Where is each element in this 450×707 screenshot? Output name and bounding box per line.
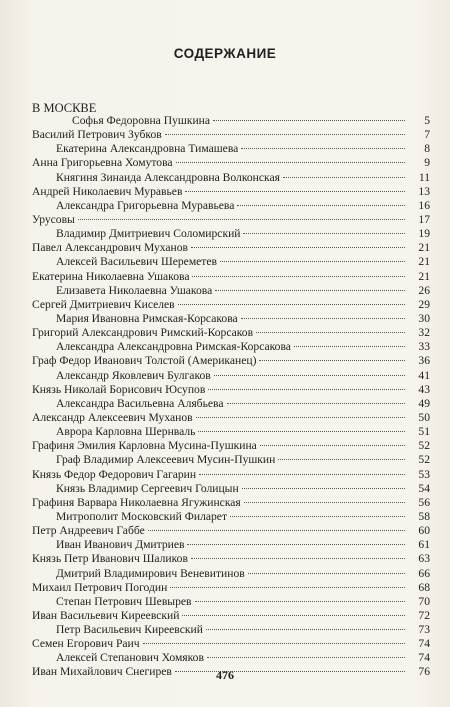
toc-entry-page: 74 (418, 637, 430, 651)
toc-entry-page: 21 (418, 255, 430, 269)
dot-leader (220, 261, 405, 262)
toc-entry-title: Петр Андреевич Габбе (32, 524, 145, 538)
toc-entry-page: 43 (418, 382, 430, 396)
dot-leader (195, 601, 406, 602)
toc-entry (32, 609, 430, 623)
toc-entry-title: Александра Григорьевна Муравьева (56, 198, 235, 212)
toc-entry-page: 58 (418, 509, 430, 523)
dot-leader (185, 191, 405, 192)
toc-entry (32, 255, 430, 269)
toc-entry (32, 369, 430, 383)
dot-leader (241, 148, 405, 149)
toc-entry-page: 29 (418, 297, 430, 311)
toc-entry-page: 21 (418, 241, 430, 255)
toc-entry-title: Иван Михайлович Снегирев (32, 665, 172, 679)
toc-entry-title: Михаил Петрович Погодин (32, 580, 168, 594)
dot-leader (182, 615, 405, 616)
dot-leader (256, 332, 405, 333)
toc-entry-page: 36 (418, 354, 430, 368)
toc-entry-page: 26 (418, 283, 430, 297)
toc-entry (32, 142, 430, 156)
toc-entry-page: 76 (418, 665, 430, 679)
toc-entry-page: 8 (424, 142, 430, 156)
toc-entry-title: Василий Петрович Зубков (32, 128, 162, 142)
toc-entry (32, 453, 430, 467)
toc-entry (32, 468, 430, 482)
toc-entry (32, 270, 430, 284)
dot-leader (230, 516, 405, 517)
toc-entry (32, 552, 430, 566)
dot-leader (198, 431, 405, 432)
section-heading: В МОСКВЕ (32, 101, 97, 115)
toc-entry-page: 21 (418, 269, 430, 283)
dot-leader (213, 120, 405, 121)
dot-leader (283, 177, 405, 178)
toc-entry (32, 114, 430, 128)
dot-leader (260, 445, 405, 446)
toc-entry-page: 30 (418, 311, 430, 325)
toc-entry-page: 74 (418, 651, 430, 665)
toc-entry-title: Григорий Александрович Римский-Корсаков (32, 326, 254, 340)
toc-entry-page: 7 (424, 128, 430, 142)
toc-entry-title: Урусовы (32, 212, 75, 226)
dot-leader (143, 643, 405, 644)
toc-entry-title: Софья Федоровна Пушкина (72, 114, 211, 127)
toc-entry-page: 68 (418, 580, 430, 594)
toc-entry-title: Алексей Степанович Хомяков (56, 651, 204, 665)
toc-entry-title: Елизавета Николаевна Ушакова (56, 283, 213, 297)
dot-leader (170, 587, 405, 588)
toc-entry (32, 199, 430, 213)
page-number: 476 (216, 668, 234, 682)
toc-entry-page: 11 (418, 170, 430, 184)
dot-leader (227, 403, 406, 404)
toc-entry-title: Графиня Эмилия Карловна Мусина-Пушкина (32, 439, 257, 453)
toc-entry-page: 52 (418, 453, 430, 467)
toc-entry-page: 51 (418, 425, 430, 439)
dot-leader (191, 558, 405, 559)
toc-entry (32, 213, 430, 227)
toc-entry (32, 651, 430, 665)
toc-entry-title: Андрей Николаевич Муравьев (32, 184, 183, 198)
toc-entry (32, 354, 430, 368)
dot-leader (294, 346, 405, 347)
dot-leader (214, 375, 405, 376)
toc-entry-title: Павел Александрович Муханов (32, 241, 189, 255)
toc-entry (32, 241, 430, 255)
toc-entry-page: 56 (418, 495, 430, 509)
toc-entry (32, 482, 430, 496)
toc-entry (32, 637, 430, 651)
toc-entry-title: Александр Алексеевич Муханов (32, 410, 193, 424)
toc-entry-title: Владимир Дмитриевич Соломирский (56, 227, 241, 241)
toc-entry (32, 581, 430, 595)
toc-entry-page: 13 (418, 184, 430, 198)
toc-entry (32, 340, 430, 354)
dot-leader (206, 629, 405, 630)
dot-leader (187, 544, 405, 545)
toc-entry-title: Дмитрий Владимирович Веневитинов (56, 566, 245, 580)
toc-entry (32, 595, 430, 609)
dot-leader (259, 360, 405, 361)
toc-entry-page: 33 (418, 340, 430, 354)
dot-leader (237, 205, 405, 206)
toc-entry (32, 397, 430, 411)
toc-entry-page: 73 (418, 623, 430, 637)
toc-entry (32, 425, 430, 439)
toc-entry-page: 72 (418, 608, 430, 622)
toc-entry-title: Княгиня Зинаида Александровна Волконская (56, 170, 280, 184)
toc-entry (32, 383, 430, 397)
dot-leader (278, 459, 405, 460)
dot-leader (207, 657, 405, 658)
toc-entry-title: Петр Васильевич Киреевский (56, 623, 203, 637)
toc-entry-title: Иван Иванович Дмитриев (56, 538, 185, 552)
toc-entry-page: 70 (418, 594, 430, 608)
toc-entry-page: 50 (418, 410, 430, 424)
dot-leader (241, 318, 405, 319)
toc-entry (32, 411, 430, 425)
toc-entry-title: Сергей Дмитриевич Киселев (32, 297, 175, 311)
toc-entry-title: Алексей Васильевич Шереметев (56, 255, 217, 269)
table-of-contents (32, 114, 430, 680)
toc-entry (32, 567, 430, 581)
contents-heading: СОДЕРЖАНИЕ (173, 46, 277, 61)
toc-entry-title: Иван Васильевич Киреевский (32, 608, 180, 622)
toc-entry-page: 54 (418, 481, 430, 495)
toc-entry (32, 156, 430, 170)
toc-entry-title: Александр Яковлевич Булгаков (56, 368, 211, 382)
dot-leader (208, 389, 405, 390)
toc-entry-page: 5 (424, 114, 430, 127)
dot-leader (192, 276, 405, 277)
toc-entry-title: Граф Федор Иванович Толстой (Американец) (32, 354, 257, 368)
toc-entry (32, 227, 430, 241)
toc-entry (32, 185, 430, 199)
toc-entry-title: Степан Петрович Шевырев (56, 594, 192, 608)
dot-leader (248, 573, 405, 574)
toc-entry-title: Екатерина Николаевна Ушакова (32, 269, 190, 283)
toc-entry (32, 171, 430, 185)
toc-entry-page: 49 (418, 396, 430, 410)
toc-entry-title: Князь Николай Борисович Юсупов (32, 382, 206, 396)
toc-entry-title: Александра Александровна Римская-Корсакова (56, 340, 291, 354)
toc-entry-title: Анна Григорьевна Хомутова (32, 156, 173, 170)
toc-entry (32, 439, 430, 453)
toc-entry (32, 326, 430, 340)
dot-leader (215, 290, 405, 291)
toc-entry (32, 128, 430, 142)
toc-entry-title: Александра Васильевна Алябьева (56, 396, 224, 410)
toc-entry-page: 16 (418, 198, 430, 212)
toc-entry (32, 538, 430, 552)
toc-entry (32, 312, 430, 326)
dot-leader (242, 488, 405, 489)
toc-entry-page: 41 (418, 368, 430, 382)
toc-entry-page: 63 (418, 552, 430, 566)
toc-entry-page: 19 (418, 227, 430, 241)
toc-entry (32, 510, 430, 524)
dot-leader (244, 502, 405, 503)
dot-leader (178, 304, 405, 305)
dot-leader (243, 233, 405, 234)
toc-entry-title: Семен Егорович Раич (32, 637, 140, 651)
toc-entry-page: 53 (418, 467, 430, 481)
toc-entry-page: 61 (418, 538, 430, 552)
toc-entry-page: 66 (418, 566, 430, 580)
toc-entry-page: 60 (418, 524, 430, 538)
toc-entry-title: Митрополит Московский Филарет (56, 509, 228, 523)
toc-entry-page: 9 (424, 156, 430, 170)
toc-entry-page: 52 (418, 439, 430, 453)
toc-entry-title: Князь Владимир Сергеевич Голицын (56, 481, 239, 495)
toc-entry-title: Мария Ивановна Римская-Корсакова (56, 311, 238, 325)
toc-entry (32, 284, 430, 298)
dot-leader (199, 474, 405, 475)
toc-entry-title: Граф Владимир Алексеевич Мусин-Пушкин (56, 453, 276, 467)
toc-entry-title: Графиня Варвара Николаевна Ягужинская (32, 495, 241, 509)
toc-entry-title: Аврора Карловна Шернваль (56, 425, 196, 439)
dot-leader (191, 247, 405, 248)
toc-entry-title: Князь Федор Федорович Гагарин (32, 467, 197, 481)
dot-leader (78, 219, 405, 220)
dot-leader (176, 162, 405, 163)
toc-entry (32, 298, 430, 312)
toc-entry-title: Князь Петр Иванович Шаликов (32, 552, 188, 566)
toc-entry-page: 32 (418, 326, 430, 340)
toc-entry-page: 17 (418, 212, 430, 226)
toc-entry (32, 496, 430, 510)
dot-leader (165, 134, 405, 135)
toc-entry-title: Екатерина Александровна Тимашева (56, 142, 239, 156)
toc-entry (32, 623, 430, 637)
dot-leader (196, 417, 405, 418)
dot-leader (148, 530, 405, 531)
toc-entry (32, 524, 430, 538)
